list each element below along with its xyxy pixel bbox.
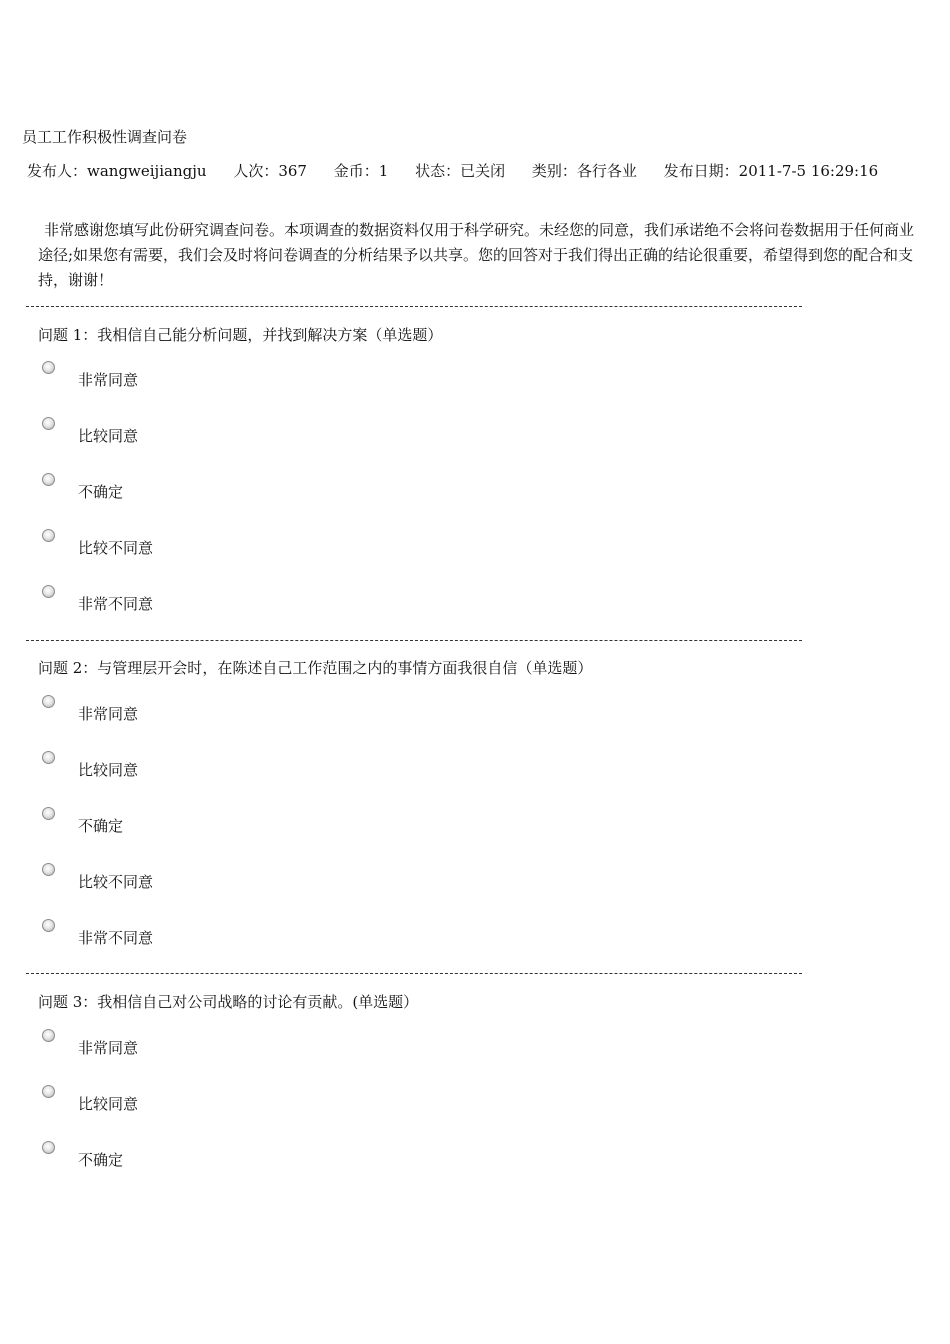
radio-icon[interactable] [42, 1141, 55, 1154]
option-label: 不确定 [78, 1151, 124, 1169]
option-label: 非常同意 [78, 371, 139, 389]
visits-info: 人次：367 [233, 162, 307, 180]
radio-icon[interactable] [42, 1085, 55, 1098]
option-label: 比较同意 [78, 1095, 139, 1113]
category-info: 类别：各行各业 [531, 162, 637, 180]
option-label: 非常同意 [78, 705, 139, 723]
radio-icon[interactable] [42, 361, 55, 374]
radio-icon[interactable] [42, 473, 55, 486]
radio-icon[interactable] [42, 417, 55, 430]
survey-title: 员工工作积极性调查问卷 [22, 128, 188, 146]
intro-paragraph: 非常感谢您填写此份研究调查问卷。本项调查的数据资料仅用于科学研究。未经您的同意，我们承诺绝不会将问卷数据用于任何商业途径;如果您有需要，我们会及时将问卷调查的分析结果予以共享。您的回答对于我们得出正确的结论很重要，希望得到您的配合和支持，谢谢！ [38, 221, 915, 289]
question-1-text: 问题 1：我相信自己能分析问题，并找到解决方案（单选题） [38, 326, 443, 344]
status-info: 状态：已关闭 [415, 162, 506, 180]
section-divider [26, 306, 802, 307]
survey-meta [27, 160, 878, 181]
option-label: 比较不同意 [78, 873, 154, 891]
option-label: 非常不同意 [78, 595, 154, 613]
option-label: 比较同意 [78, 427, 139, 445]
option-label: 非常不同意 [78, 929, 154, 947]
radio-icon[interactable] [42, 751, 55, 764]
radio-icon[interactable] [42, 695, 55, 708]
option-label: 不确定 [78, 483, 124, 501]
section-divider [26, 973, 802, 974]
publish-date: 发布日期：2011-7-5 16:29:16 [663, 162, 879, 180]
option-label: 比较不同意 [78, 539, 154, 557]
option-label: 不确定 [78, 817, 124, 835]
coins-info: 金币：1 [333, 162, 389, 180]
radio-icon[interactable] [42, 919, 55, 932]
radio-icon[interactable] [42, 585, 55, 598]
radio-icon[interactable] [42, 807, 55, 820]
option-label: 比较同意 [78, 761, 139, 779]
publisher-info: 发布人：wangweijiangju [27, 162, 207, 180]
section-divider [26, 640, 802, 641]
radio-icon[interactable] [42, 529, 55, 542]
radio-icon[interactable] [42, 1029, 55, 1042]
question-2-text: 问题 2：与管理层开会时，在陈述自己工作范围之内的事情方面我很自信（单选题） [38, 659, 593, 677]
option-label: 非常同意 [78, 1039, 139, 1057]
question-3-text: 问题 3：我相信自己对公司战略的讨论有贡献。(单选题） [38, 993, 419, 1011]
radio-icon[interactable] [42, 863, 55, 876]
